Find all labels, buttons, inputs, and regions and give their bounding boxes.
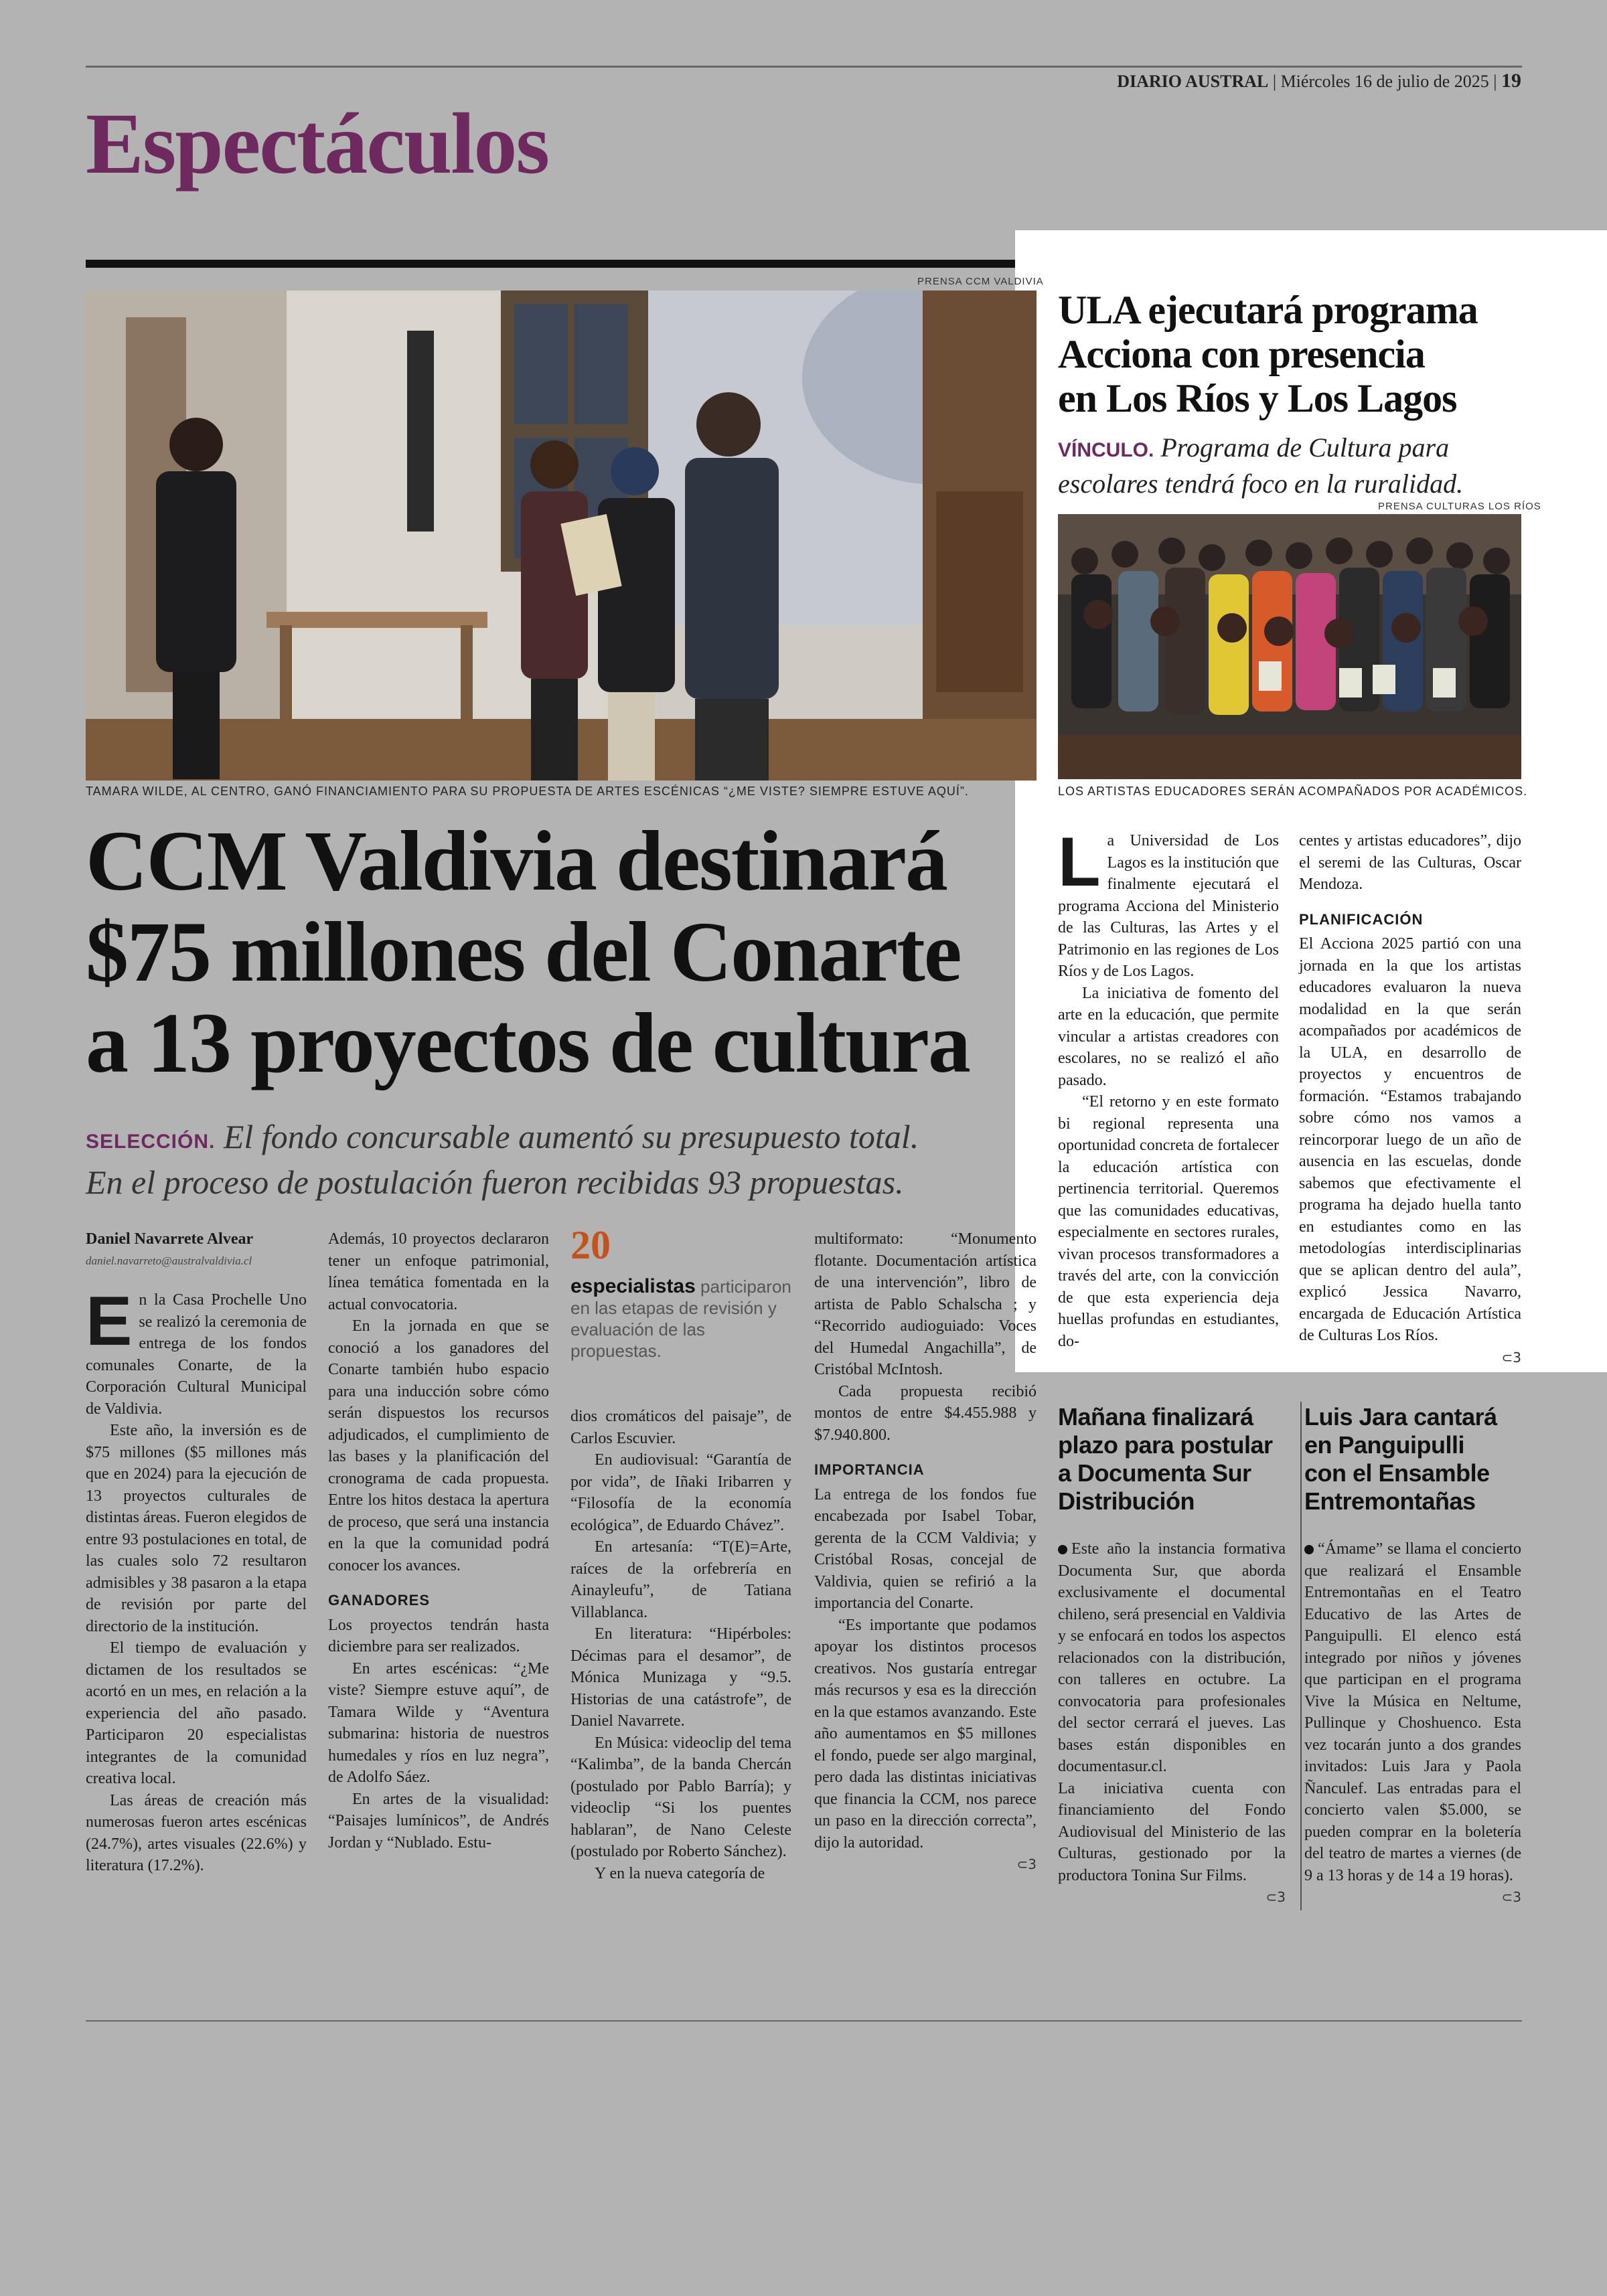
- byline-email: daniel.navarreto@australvaldivia.cl: [86, 1254, 252, 1267]
- subheading-ganadores: GANADORES: [328, 1592, 431, 1609]
- side-photo-illustration: [1058, 514, 1521, 779]
- main-column-2: [328, 1228, 549, 1854]
- brief-divider: [1300, 1402, 1302, 1910]
- paragraph: En la jornada en que se conoció a los ganadores del Conarte también hubo espacio para una inducción sobre cómo serán dispuestos los recursos adjudicados, el cumplimiento de las bases y la planificación del cronograma de cada propuesta. Entre los hitos destaca la apertura de proceso, que será una instancia en la que la comunidad podrá conocer los avances.: [328, 1317, 549, 1574]
- paragraph: El Acciona 2025 partió con una jornada en la que los artistas educadores evaluaron la nueva modalidad en la que serán acompañados por académicos de la ULA, en desarrollo de proyectos y encuentros de formación. “Estamos trabajando sobre cómo nos vamos a reincorporar luego de un año de ausencia en las escuelas, donde sabemos que efectivamente el programa ha dejado huella tanto en estudiantes como en las metodologías interdisciplinarias que se aplican dentro del aula”, explicó Jessica Navarro, encargada de Educación Artística de Culturas Los Ríos.: [1299, 935, 1521, 1344]
- paragraph: En artesanía: “T(E)=Arte, raíces de la orfebrería en Ainayleufu”, de Tatiana Villablanca.: [570, 1538, 791, 1621]
- drop-cap: E: [86, 1283, 133, 1360]
- brief1-headline-line: Distribución: [1058, 1487, 1195, 1515]
- side-photo: [1058, 514, 1521, 779]
- paragraph: a Universidad de Los Lagos es la institución que finalmente ejecutará el programa Acciona del Ministerio de las Culturas, las Artes y el Patrimonio en las regiones de Los Ríos y de Los Lagos.: [1058, 832, 1279, 980]
- main-column-1: [86, 1228, 307, 1877]
- side-lead-line: Programa de Cultura para: [1160, 432, 1450, 463]
- main-kicker: SELECCIÓN.: [86, 1131, 216, 1153]
- paragraph: “Es importante que podamos apoyar los distintos procesos creativos. Nos gustaría entregar más recursos y esa es la dirección en la que estamos avanzando. Este año aumentamos en $5 millones el fondo, puede ser algo marginal, pero dada las distintas iniciativas que financia la CCM, nos parece un paso en la dirección correcta”, dijo la autoridad.: [814, 1616, 1037, 1852]
- side-kicker: VÍNCULO.: [1058, 439, 1154, 461]
- paragraph: Y en la nueva categoría de: [595, 1864, 765, 1882]
- main-headline: [86, 815, 1037, 1088]
- section-title: Espectáculos: [86, 96, 548, 192]
- main-photo: [86, 291, 1037, 781]
- subheading-planificacion: PLANIFICACIÓN: [1299, 910, 1424, 928]
- brief1-headline: [1058, 1403, 1286, 1515]
- brief1-headline-line: Mañana finalizará: [1058, 1403, 1253, 1430]
- paragraph: “Ámame” se llama el concierto que realizará el Ensamble Entremontañas en el Teatro Educativo de las Artes de Panguipulli. El elenco está integrado por niños y jóvenes que participan en el programa Vive la Música en Neltume, Pullinque y Choshuenco. Esta vez tocarán junto a dos grandes invitados: Luis Jara y Paola Ñanculef. Las entradas para el concierto valen $5.000, se pueden comprar en la boletería del teatro de martes a viernes (de 9 a 13 horas y de 14 a 19 horas).: [1304, 1540, 1521, 1884]
- subheading-importancia: IMPORTANCIA: [814, 1461, 925, 1478]
- stat-bold: especialistas: [570, 1275, 696, 1297]
- end-mark-icon: ⊂3: [1501, 1889, 1521, 1905]
- paragraph: n la Casa Prochelle Uno se realizó la ceremonia de entrega de los fondos comunales Conarte, de la Corporación Cultural Municipal de Valdivia.: [86, 1291, 307, 1418]
- stat-text: participaron en las etapas de revisión y evaluación de las propuestas.: [570, 1277, 791, 1361]
- paragraph: dios cromáticos del paisaje”, de Carlos Escuvier.: [570, 1408, 791, 1447]
- brief2-body: [1304, 1538, 1521, 1908]
- masthead-date: Miércoles 16 de julio de 2025: [1280, 72, 1489, 91]
- brief1-headline-line: plazo para postular: [1058, 1431, 1273, 1459]
- stat-number: 20: [570, 1223, 611, 1267]
- side-headline: [1058, 288, 1513, 420]
- byline: Daniel Navarrete Alvear: [86, 1230, 254, 1248]
- bullet-icon: [1058, 1545, 1067, 1554]
- paragraph: En artes de la visualidad: “Paisajes lumínicos”, de Andrés Jordan y “Nublado. Estu-: [328, 1790, 549, 1852]
- paragraph: Los proyectos tendrán hasta diciembre para ser realizados.: [328, 1616, 549, 1655]
- paragraph: En Música: videoclip del tema “Kalimba”, de la banda Chercán (postulado por Pablo Barría); y videoclip “Si los puentes hablaran”, de Nano Celeste (postulado por Roberto Sánchez).: [570, 1734, 791, 1860]
- side-lead: [1058, 431, 1513, 501]
- masthead-paper: DIARIO AUSTRAL: [1117, 72, 1269, 91]
- brief2-headline: [1304, 1403, 1525, 1515]
- side-headline-line: ULA ejecutará programa: [1058, 288, 1478, 332]
- footer-rule: [86, 2020, 1522, 2022]
- paragraph: En audiovisual: “Garantía de por vida”, de Iñaki Iribarren y “Filosofía de la economía ecológica”, de Eduardo Chávez”.: [570, 1451, 791, 1534]
- masthead: DIARIO AUSTRAL | Miércoles 16 de julio de 2025 | 19: [1117, 70, 1521, 92]
- brief2-headline-line: Luis Jara cantará: [1304, 1403, 1497, 1430]
- main-lead-line: El fondo concursable aumentó su presupuesto total.: [223, 1118, 919, 1155]
- main-lead-line: En el proceso de postulación fueron recibidas 93 propuestas.: [86, 1163, 904, 1201]
- paragraph: La iniciativa de fomento del arte en la educación, que permite vincular a artistas creadores con escolares, no se realizó el año pasado.: [1058, 984, 1279, 1089]
- paragraph: Este año la instancia formativa Documenta Sur, que aborda exclusivamente el documental chileno, será presencial en Valdivia y se enfocará en todos los aspectos relacionados con la distribución, con talleres en octubre. La convocatoria para profesionales del sector cerrará el jueves. Las bases están disponibles en documentasur.cl.: [1058, 1540, 1286, 1775]
- page-number: 19: [1501, 70, 1521, 92]
- paragraph: En literatura: “Hipérboles: Décimas para el desamor”, de Mónica Munizaga y “9.5. Historias de una catástrofe”, de Daniel Navarrete.: [570, 1625, 791, 1730]
- side-photo-credit: PRENSA CULTURAS LOS RÍOS: [1378, 501, 1541, 512]
- paragraph: El tiempo de evaluación y dictamen de los resultados se acortó en un mes, en relación a la experiencia del año pasado. Participaron 20 especialistas integrantes de la comunidad creativa local.: [86, 1639, 307, 1787]
- main-headline-line: $75 millones del Conarte: [86, 904, 961, 999]
- main-column-4: [814, 1228, 1037, 1876]
- bullet-icon: [1304, 1545, 1314, 1554]
- paragraph: La iniciativa cuenta con financiamiento del Fondo Audiovisual del Ministerio de las Culturas, gestionado por la productora Tonina Sur Films.: [1058, 1779, 1286, 1884]
- side-column-1: [1058, 823, 1279, 1352]
- side-headline-line: en Los Ríos y Los Lagos: [1058, 376, 1457, 420]
- stat-callout: [570, 1225, 791, 1362]
- main-lead: [86, 1117, 1037, 1202]
- paragraph: Cada propuesta recibió montos de entre $4.455.988 y $7.940.800.: [814, 1382, 1037, 1444]
- paragraph: En artes escénicas: “¿Me viste? Siempre estuve aquí”, de Tamara Wilde y “Aventura submarina: historia de nuestros humedales y ríos en luz negra”, de Adolfo Sáez.: [328, 1659, 549, 1786]
- paragraph: Además, 10 proyectos declararon tener un enfoque patrimonial, línea temática fomentada en la actual convocatoria.: [328, 1230, 549, 1313]
- brief2-headline-line: Entremontañas: [1304, 1487, 1476, 1515]
- brief1-headline-line: a Documenta Sur: [1058, 1459, 1251, 1487]
- paragraph: centes y artistas educadores”, dijo el seremi de las Culturas, Oscar Mendoza.: [1299, 832, 1521, 893]
- header-rule: [86, 66, 1522, 68]
- end-mark-icon: ⊂3: [1266, 1889, 1286, 1905]
- drop-cap: L: [1058, 823, 1101, 901]
- end-mark-icon: ⊂3: [1501, 1349, 1521, 1366]
- main-column-3: [570, 1406, 791, 1884]
- main-headline-line: a 13 proyectos de cultura: [86, 995, 970, 1090]
- paragraph: Las áreas de creación más numerosas fueron artes escénicas (24.7%), artes visuales (22.6%) y literatura (17.2%).: [86, 1791, 307, 1874]
- main-photo-illustration: [86, 291, 1037, 781]
- paragraph: “El retorno y en este formato bi regional representa una oportunidad concreta de fortalecer la educación artística con pertinencia territorial. Queremos que las comunidades educativas, especialmente en sectores rurales, vivan procesos transformadores a través del arte, con la convicción de que esta experiencia deja huellas profundas en estudiantes, do-: [1058, 1093, 1279, 1350]
- end-mark-icon: ⊂3: [1016, 1856, 1037, 1872]
- side-headline-line: Acciona con presencia: [1058, 332, 1425, 376]
- paragraph: La entrega de los fondos fue encabezada por Isabel Tobar, gerenta de la CCM Valdivia; y Cristóbal Rosas, concejal de Valdivia, quien se refirió a la importancia del Conarte.: [814, 1485, 1037, 1612]
- main-headline-line: CCM Valdivia destinará: [86, 813, 947, 908]
- main-photo-caption: TAMARA WILDE, AL CENTRO, GANÓ FINANCIAMIENTO PARA SU PROPUESTA DE ARTES ESCÉNICAS “¿ME VISTE? SIEMPRE ESTUVE AQUÍ”.: [86, 785, 969, 798]
- paragraph: multiformato: “Monumento flotante. Documentación artística de una intervención”, libro de artista de Pablo Schalscha ; y “Recorrido audioguiado: Voces del Humedal Angachilla”, de Cristóbal McIntosh.: [814, 1230, 1037, 1378]
- brief1-body: [1058, 1538, 1286, 1908]
- paragraph: Este año, la inversión es de $75 millones ($5 millones más que en 2024) para la ejecución de 13 proyectos culturales de distintas áreas. Fueron elegidos de entre 93 postulaciones en total, de las cuales solo 72 resultaron admisibles y 38 pasaron a la etapa de revisión por parte del directorio de la institución.: [86, 1422, 307, 1635]
- side-lead-line: escolares tendrá foco en la ruralidad.: [1058, 469, 1464, 499]
- brief2-headline-line: con el Ensamble: [1304, 1459, 1490, 1487]
- brief2-headline-line: en Panguipulli: [1304, 1431, 1465, 1459]
- main-photo-credit: PRENSA CCM VALDIVIA: [917, 276, 1044, 287]
- side-column-2: [1299, 830, 1521, 1368]
- side-photo-caption: LOS ARTISTAS EDUCADORES SERÁN ACOMPAÑADOS POR ACADÉMICOS.: [1058, 785, 1528, 798]
